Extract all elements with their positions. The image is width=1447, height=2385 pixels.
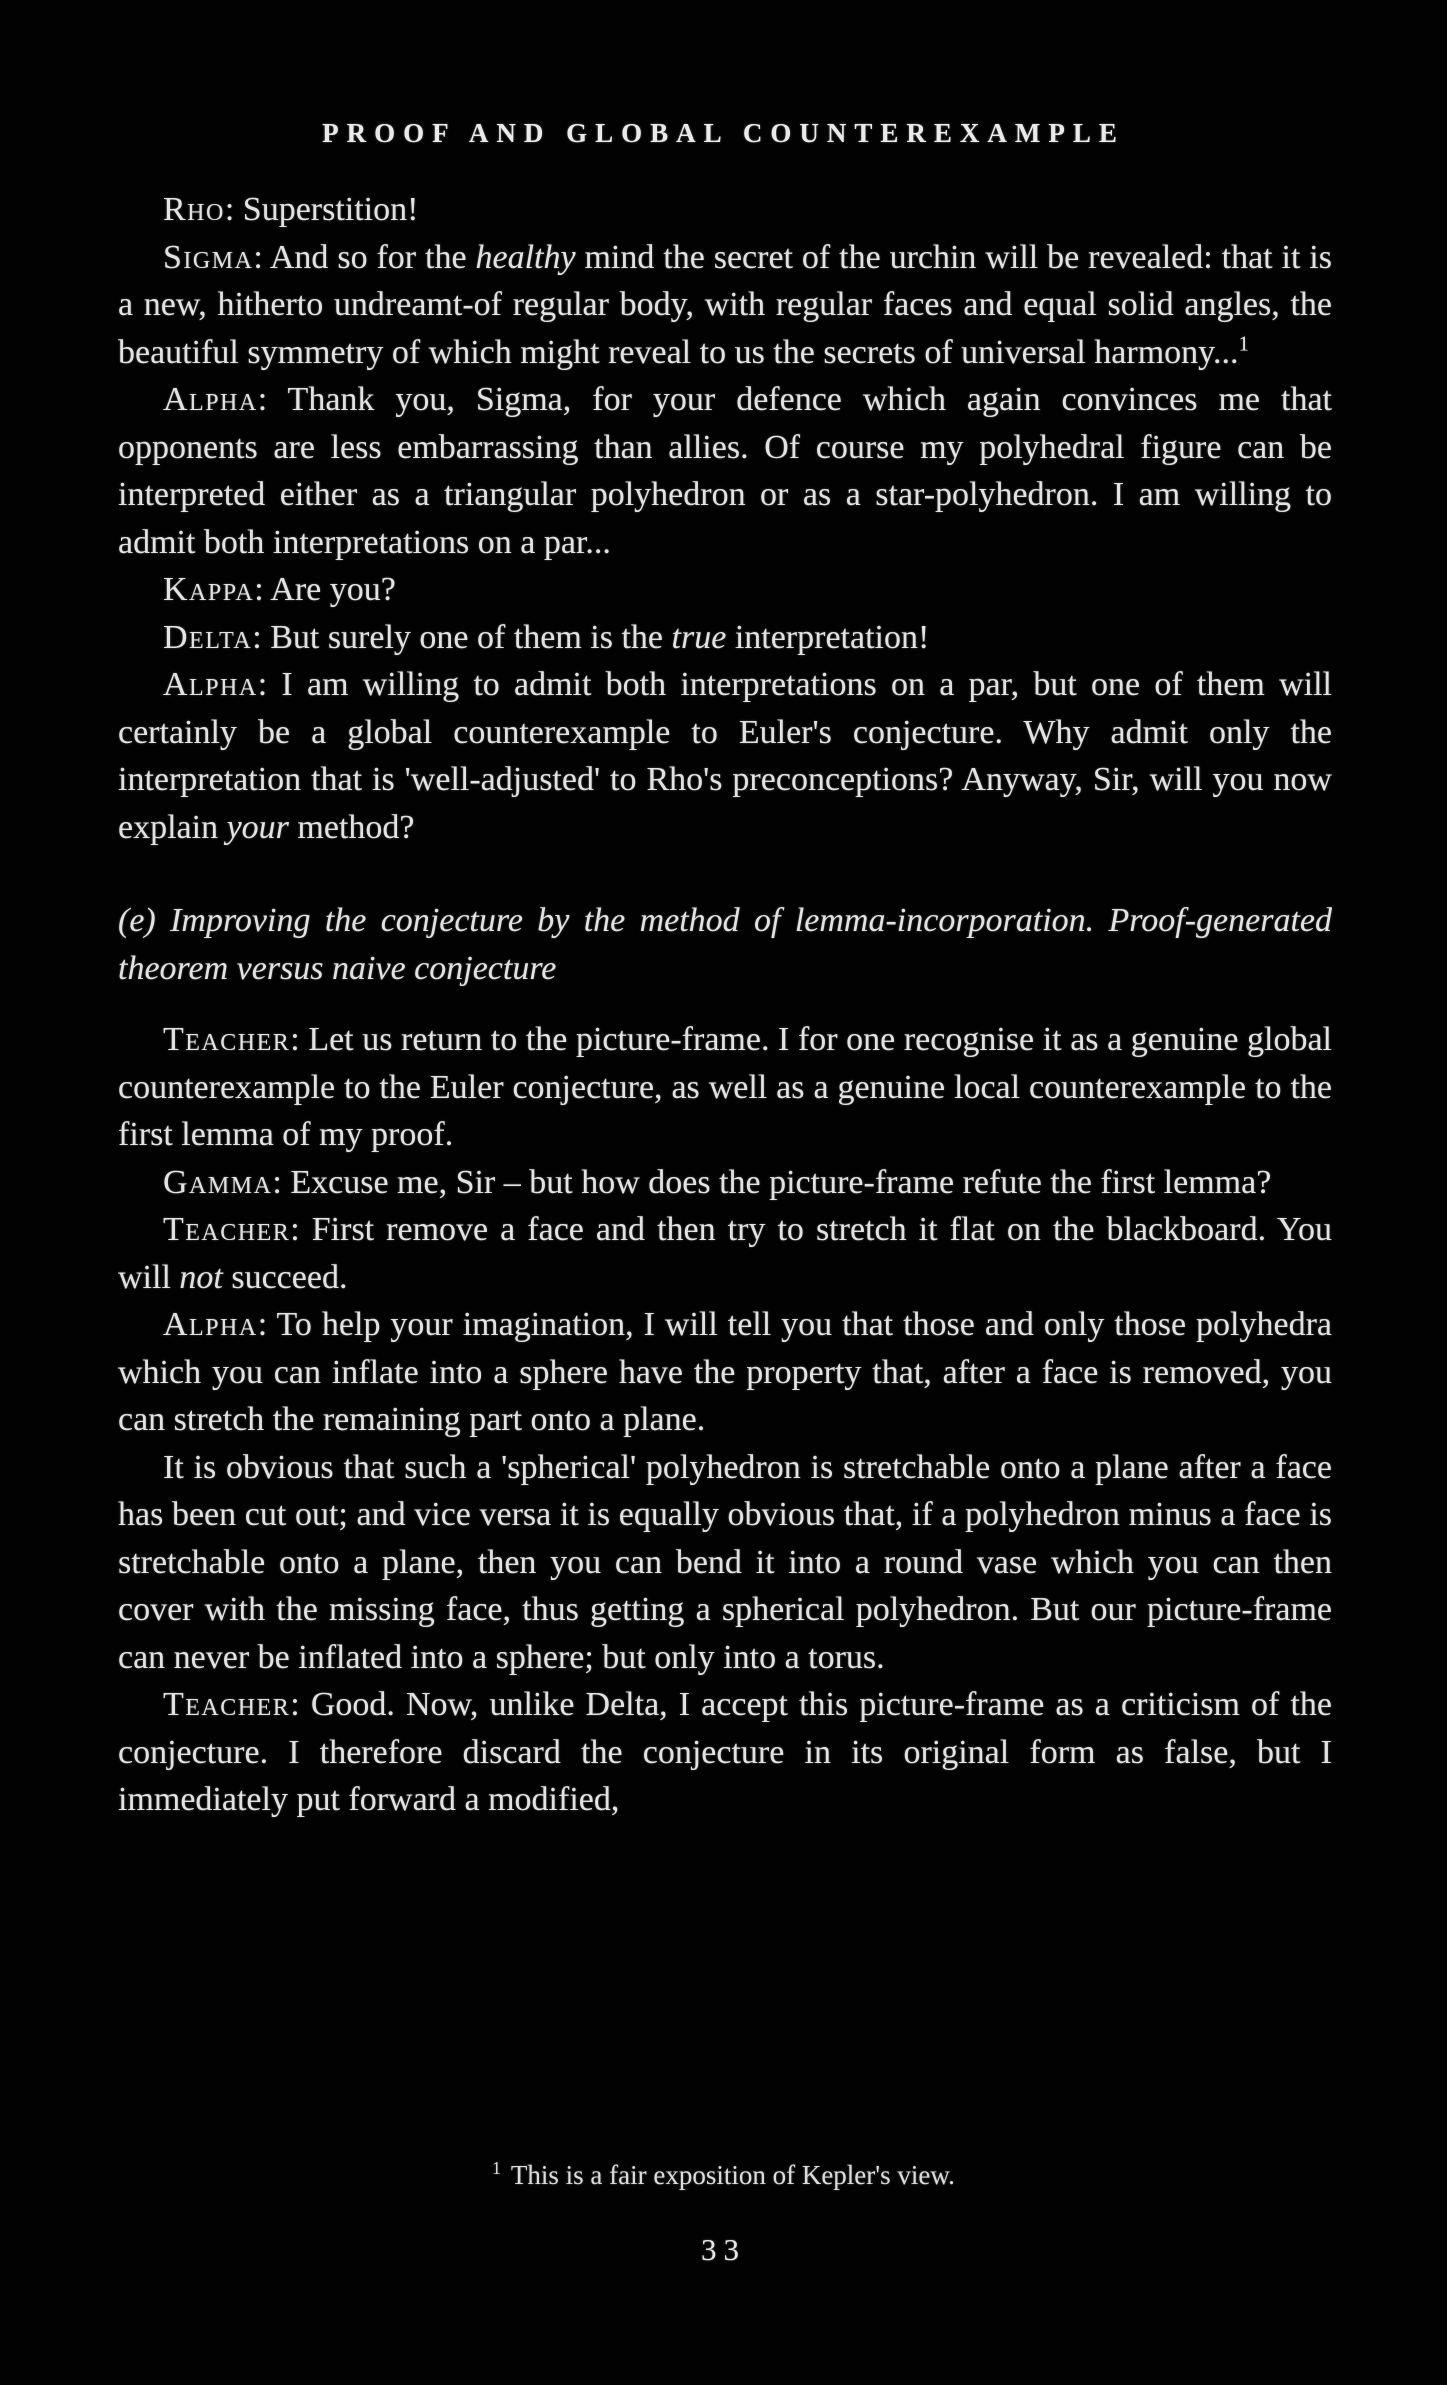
paragraph — [118, 376, 1332, 566]
text-run: : I am willing to admit both interpretations on a par, but one of them will certainly be a global counterexample to Euler's conjecture. Why admit only the interpretation that is 'well-adjusted' to Rho's preconceptions? Anyway, Sir, will you now explain — [118, 666, 1332, 846]
paragraph — [118, 1301, 1332, 1444]
footnote — [0, 2158, 1447, 2192]
page-number: 33 — [701, 2232, 746, 2267]
speaker-name: Gamma — [163, 1163, 273, 1201]
paragraph — [118, 1159, 1332, 1207]
speaker-name: Alpha — [163, 1306, 258, 1343]
paragraph — [118, 1206, 1332, 1301]
running-header: PROOF AND GLOBAL COUNTEREXAMPLE — [322, 118, 1125, 148]
speaker-name: Alpha — [163, 381, 258, 418]
text-run: : Excuse me, Sir – but how does the picture-frame refute the first lemma? — [272, 1163, 1272, 1201]
section-heading — [118, 897, 1332, 992]
speaker-name: Alpha — [163, 666, 258, 703]
paragraph — [118, 186, 1332, 234]
text-run: : Are you? — [254, 571, 396, 608]
paragraph — [118, 1016, 1332, 1159]
speaker-name: Delta — [163, 618, 253, 656]
text-run: : First remove a face and then try to stretch it flat on the blackboard. You will — [118, 1211, 1332, 1296]
text-block — [118, 186, 1332, 1824]
text-run: method? — [288, 808, 415, 846]
speaker-name: Teacher — [163, 1211, 291, 1248]
speaker-name: Rho — [163, 191, 225, 228]
text-run: your — [226, 808, 289, 846]
text-run: interpretation! — [726, 618, 930, 656]
paragraph — [118, 661, 1332, 851]
text-run: mind the secret of the urchin will be revealed: that it is a new, hitherto undreamt-of regular body, with regular faces and equal solid angles, the beautiful symmetry of which might reveal to us the secrets of universal harmony... — [118, 238, 1332, 371]
text-run: healthy — [475, 238, 576, 276]
paragraph — [118, 1444, 1332, 1682]
text-run: : Thank you, Sigma, for your defence which again convinces me that opponents are less embarrassing than allies. Of course my polyhedral figure can be interpreted either as a triangular polyhedron or as a star-polyhedron. I am willing to admit both interpretations on a par... — [118, 381, 1332, 561]
text-run: : Let us return to the picture-frame. I for one recognise it as a genuine global counterexample to the Euler conjecture, as well as a genuine local counterexample to the first lemma of my proof. — [118, 1021, 1332, 1153]
text-run: : To help your imagination, I will tell you that those and only those polyhedra which you can inflate into a sphere have the property that, after a face is removed, you can stretch the remaining part onto a plane. — [118, 1306, 1332, 1438]
text-run: succeed. — [222, 1258, 348, 1296]
paragraph — [118, 234, 1332, 377]
paragraph — [118, 614, 1332, 662]
text-run: not — [179, 1258, 223, 1296]
footnote-marker: 1 — [492, 2158, 501, 2178]
speaker-name: Sigma — [163, 238, 254, 276]
speaker-name: Kappa — [163, 571, 255, 608]
text-run: It is obvious that such a 'spherical' polyhedron is stretchable onto a plane after a face has been cut out; and vice versa it is equally obvious that, if a polyhedron minus a face is stretchable onto a plane, then you can bend it into a round vase which you can then cover with the missing face, thus getting a spherical polyhedron. But our picture-frame can never be inflated into a sphere; but only into a torus. — [118, 1448, 1332, 1676]
footnote-text: This is a fair exposition of Kepler's view. — [510, 2160, 955, 2190]
text-run: (e) Improving the conjecture by the method of lemma-incorporation. Proof-generated theorem versus naive conjecture — [118, 902, 1332, 987]
text-run: : Superstition! — [224, 191, 419, 228]
text-run: : But surely one of them is the — [252, 618, 672, 656]
text-run: : And so for the — [253, 238, 476, 276]
paragraph — [118, 566, 1332, 614]
paragraph — [118, 1681, 1332, 1824]
text-run: : Good. Now, unlike Delta, I accept this picture-frame as a criticism of the conjecture. I therefore discard the conjecture in its original form as false, but I immediately put forward a modified, — [118, 1686, 1332, 1818]
text-run: true — [671, 618, 727, 656]
speaker-name: Teacher — [163, 1021, 291, 1058]
speaker-name: Teacher — [163, 1686, 291, 1723]
footnote-reference: 1 — [1238, 331, 1249, 356]
